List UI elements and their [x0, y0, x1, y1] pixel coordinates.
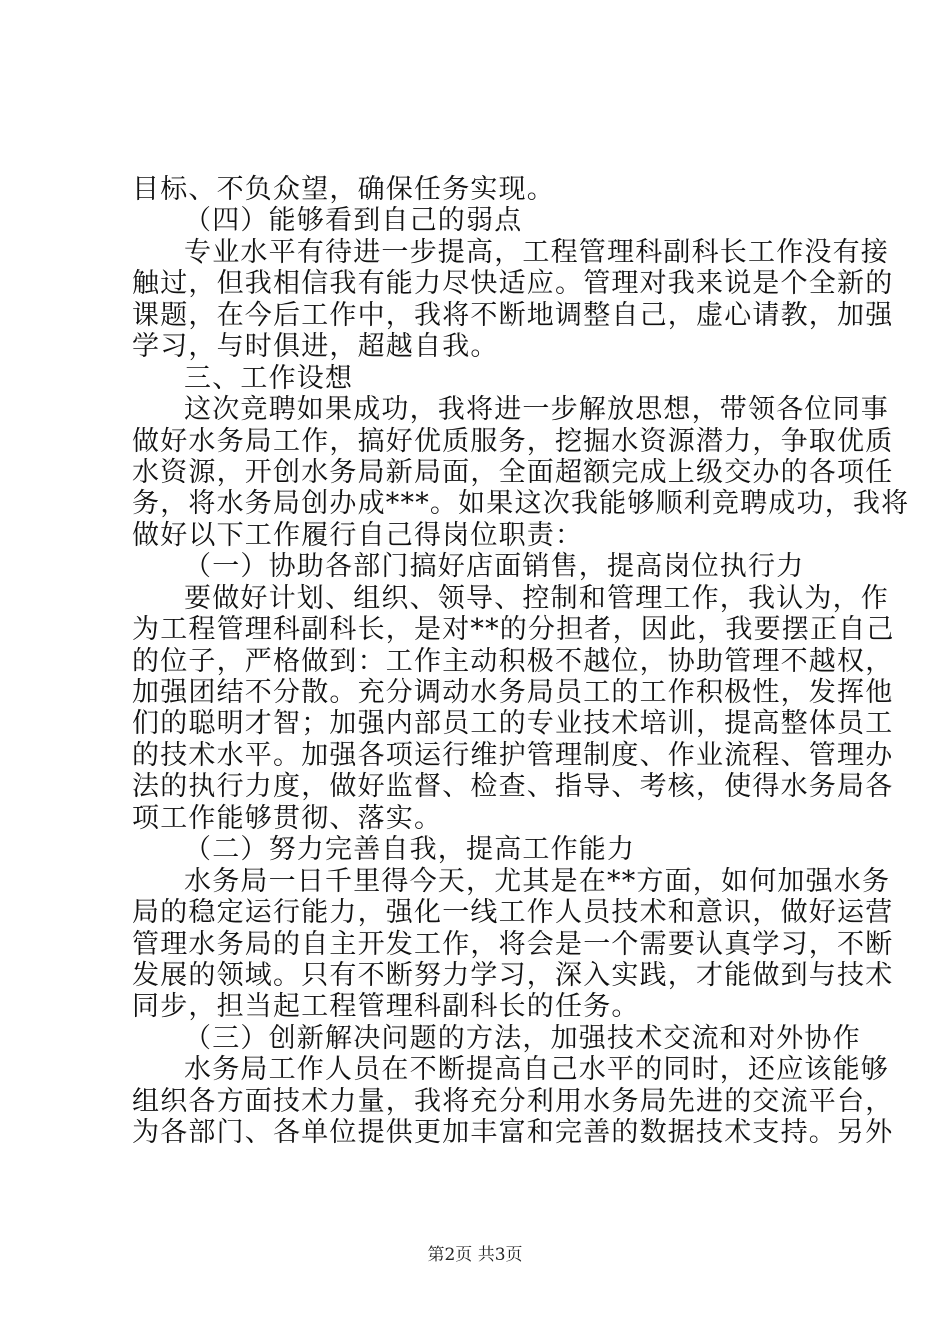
paragraph-line: 做好以下工作履行自己得岗位职责： [132, 519, 584, 551]
paragraph-line: 法的执行力度，做好监督、检查、指导、考核，使得水务局各 [132, 771, 894, 803]
paragraph-line: 课题，在今后工作中，我将不断地调整自己，虚心请教，加强 [132, 299, 894, 331]
paragraph-line: 们的聪明才智；加强内部员工的专业技术培训，提高整体员工 [132, 708, 894, 740]
paragraph-line: 为各部门、各单位提供更加丰富和完善的数据技术支持。另外 [132, 1117, 894, 1149]
section-heading: （四）能够看到自己的弱点 [184, 205, 523, 237]
section-heading: （一）协助各部门搞好店面销售，提高岗位执行力 [184, 551, 805, 583]
paragraph-line: 做好水务局工作，搞好优质服务，挖掘水资源潜力，争取优质 [132, 425, 894, 457]
paragraph-line: 专业水平有待进一步提高，工程管理科副科长工作没有接 [184, 236, 889, 268]
paragraph-line: 组织各方面技术力量，我将充分利用水务局先进的交流平台， [132, 1085, 894, 1117]
paragraph-line: 要做好计划、组织、领导、控制和管理工作，我认为，作 [184, 582, 889, 614]
paragraph-line: 管理水务局的自主开发工作，将会是一个需要认真学习，不断 [132, 928, 894, 960]
paragraph-line: 水务局工作人员在不断提高自己水平的同时，还应该能够 [184, 1054, 889, 1086]
paragraph-line: 发展的领域。只有不断努力学习，深入实践，才能做到与技术 [132, 959, 894, 991]
paragraph-line: 的位子，严格做到：工作主动积极不越位，协助管理不越权， [132, 645, 894, 677]
paragraph-line: 局的稳定运行能力，强化一线工作人员技术和意识，做好运营 [132, 897, 894, 929]
section-heading: （二）努力完善自我，提高工作能力 [184, 834, 636, 866]
paragraph-line: 水务局一日千里得今天，尤其是在**方面，如何加强水务 [184, 865, 891, 897]
paragraph-line: 加强团结不分散。充分调动水务局员工的工作积极性，发挥他 [132, 677, 894, 708]
paragraph-line: 务，将水务局创办成***。如果这次我能够顺利竞聘成功，我将 [132, 488, 910, 520]
paragraph-line: 触过，但我相信我有能力尽快适应。管理对我来说是个全新的 [132, 268, 894, 300]
paragraph-line: 同步，担当起工程管理科副科长的任务。 [132, 991, 640, 1023]
page-number: 第2页 共3页 [427, 1245, 523, 1265]
paragraph-line: 水资源，开创水务局新局面，全面超额完成上级交办的各项任 [132, 456, 894, 488]
section-heading: （三）创新解决问题的方法，加强技术交流和对外协作 [184, 1022, 861, 1054]
paragraph-line: 这次竞聘如果成功，我将进一步解放思想，带领各位同事 [184, 394, 889, 426]
paragraph-line: 目标、不负众望，确保任务实现。 [132, 174, 555, 205]
paragraph-line: 学习，与时俱进，超越自我。 [132, 331, 499, 363]
paragraph-line: 为工程管理科副科长，是对**的分担者，因此，我要摆正自己 [132, 614, 895, 646]
section-heading: 三、工作设想 [184, 362, 354, 394]
paragraph-line: 的技术水平。加强各项运行维护管理制度、作业流程、管理办 [132, 739, 894, 771]
paragraph-line: 项工作能够贯彻、落实。 [132, 802, 443, 834]
